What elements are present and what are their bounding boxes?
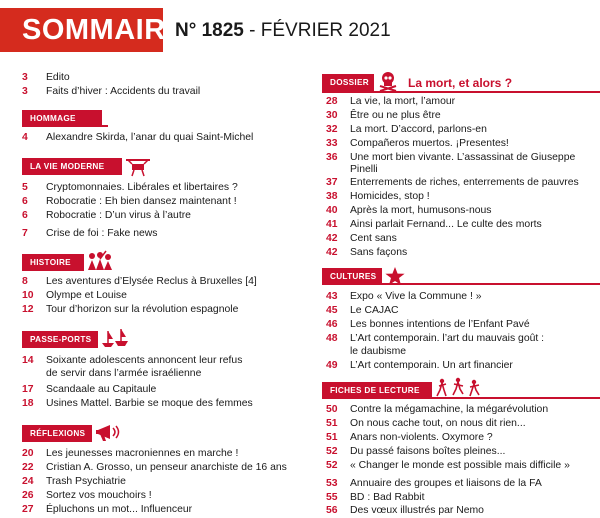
toc-entry-continuation[interactable] <box>22 368 201 380</box>
section-rule <box>382 283 600 285</box>
page-number: 3 <box>22 86 28 97</box>
toc-entry[interactable] <box>22 476 126 488</box>
section-rule <box>322 91 600 93</box>
page-number: 12 <box>22 304 34 315</box>
toc-entry[interactable] <box>22 276 257 288</box>
page-number: 40 <box>326 205 338 216</box>
entry-title-continuation: de servir dans l’armée israélienne <box>46 368 202 379</box>
entry-title: Les jeunesses macroniennes en marche ! <box>46 448 239 459</box>
entry-title: Épluchons un mot... Influenceur <box>46 504 193 515</box>
toc-entry[interactable] <box>22 290 127 302</box>
page-number: 6 <box>22 196 28 207</box>
toc-entry[interactable] <box>22 72 70 84</box>
section-tab-passe-ports: PASSE-PORTS <box>22 331 98 348</box>
entry-title: Les bonnes intentions de l’Enfant Pavé <box>350 319 530 330</box>
boats-icon <box>100 327 130 349</box>
entry-title: Homicides, stop ! <box>350 191 430 202</box>
toc-entry-continuation[interactable] <box>326 346 406 358</box>
entry-title: Sans façons <box>350 247 408 258</box>
entry-title: Ainsi parlait Fernand... Le culte des morts <box>350 219 542 230</box>
section-rule <box>102 125 108 127</box>
page-number: 38 <box>326 191 338 202</box>
page-number: 43 <box>326 291 338 302</box>
entry-title: Le CAJAC <box>350 305 399 316</box>
entry-title: Les aventures d’Elysée Reclus à Bruxelles [4] <box>46 276 257 287</box>
section-tab-hommage: HOMMAGE <box>22 110 102 127</box>
toc-entry[interactable] <box>22 504 192 516</box>
page-number: 7 <box>22 228 28 239</box>
entry-title: BD : Bad Rabbit <box>350 492 425 503</box>
page-number: 55 <box>326 492 338 503</box>
toc-entry[interactable] <box>326 333 544 345</box>
toc-entry[interactable] <box>326 492 425 504</box>
toc-entry[interactable] <box>326 404 548 416</box>
entry-title: Soixante adolescents annoncent leur refus <box>46 355 243 366</box>
toc-entry[interactable] <box>22 462 287 474</box>
entry-title: Après la mort, humusons-nous <box>350 205 492 216</box>
page-header <box>0 0 600 60</box>
page-number: 46 <box>326 319 338 330</box>
page-number: 18 <box>22 398 34 409</box>
entry-title: Robocratie : Eh bien dansez maintenant ! <box>46 196 237 207</box>
entry-title: L’Art contemporain. Un art financier <box>350 360 513 371</box>
toc-entry[interactable] <box>326 432 493 444</box>
page-number: 51 <box>326 418 338 429</box>
toc-entry[interactable] <box>22 86 200 98</box>
issue-info <box>175 20 391 42</box>
page-number: 50 <box>326 404 338 415</box>
toc-entry-continuation[interactable] <box>326 164 378 176</box>
entry-title: Une mort bien vivante. L’assassinat de Giuseppe <box>350 152 576 163</box>
toc-entry[interactable] <box>326 319 530 331</box>
toc-entry[interactable] <box>326 191 430 203</box>
page-number: 41 <box>326 219 338 230</box>
page-number: 6 <box>22 210 28 221</box>
page-number: 8 <box>22 276 28 287</box>
page-number: 28 <box>326 96 338 107</box>
skull-icon <box>376 70 400 92</box>
page-number: 42 <box>326 233 338 244</box>
entry-title: Edito <box>46 72 70 83</box>
page-number: 32 <box>326 124 338 135</box>
toc-entry[interactable] <box>22 228 157 240</box>
dossier-subtitle: La mort, et alors ? <box>408 76 513 90</box>
toc-entry[interactable] <box>326 446 505 458</box>
entry-title: Scandaale au Capitaule <box>46 384 157 395</box>
entry-title: L’Art contemporain. l’art du mauvais goût : <box>350 333 545 344</box>
entry-title: Contre la mégamachine, la mégarévolution <box>350 404 549 415</box>
toc-entry[interactable] <box>22 355 242 367</box>
page-number: 3 <box>22 72 28 83</box>
page-number: 37 <box>326 177 338 188</box>
entry-title: Compañeros muertos. ¡Presentes! <box>350 138 509 149</box>
toc-entry[interactable] <box>22 490 152 502</box>
entry-title: Usines Mattel. Barbie se moque des femmes <box>46 398 253 409</box>
entry-title: Sortez vos mouchoirs ! <box>46 490 152 501</box>
toc-entry[interactable] <box>326 505 484 517</box>
entry-title: Des vœux illustrés par Nemo <box>350 505 484 516</box>
entry-title: Anars non-violents. Oxymore ? <box>350 432 493 443</box>
entry-title: Faits d’hiver : Accidents du travail <box>46 86 201 97</box>
toc-entry[interactable] <box>326 219 542 231</box>
toc-entry[interactable] <box>326 233 397 245</box>
page-number: 52 <box>326 446 338 457</box>
page-number: 53 <box>326 478 338 489</box>
toc-entry[interactable] <box>326 305 399 317</box>
toc-entry[interactable] <box>326 205 492 217</box>
page-title: SOMMAIRE <box>22 14 186 46</box>
entry-title: Cryptomonnaies. Libérales et libertaires ? <box>46 182 238 193</box>
toc-entry[interactable] <box>326 110 441 122</box>
entry-title-continuation: Pinelli <box>350 164 378 175</box>
toc-entry[interactable] <box>326 418 526 430</box>
crowd-icon <box>86 250 114 272</box>
toc-entry[interactable] <box>22 304 238 316</box>
page-number-blank <box>326 346 350 358</box>
page-number: 4 <box>22 132 28 143</box>
toc-entry[interactable] <box>22 448 238 460</box>
page-number: 52 <box>326 460 338 471</box>
entry-title: On nous cache tout, on nous dit rien... <box>350 418 526 429</box>
page-number: 30 <box>326 110 338 121</box>
page-number: 5 <box>22 182 28 193</box>
entry-title: Olympe et Louise <box>46 290 127 301</box>
page-number: 20 <box>22 448 34 459</box>
entry-title: Expo « Vive la Commune ! » <box>350 291 482 302</box>
entry-title: « Changer le monde est possible mais difficile » <box>350 460 570 471</box>
page-number: 36 <box>326 152 338 163</box>
section-tab-histoire: HISTOIRE <box>22 254 84 271</box>
issue-date: FÉVRIER 2021 <box>260 20 391 41</box>
page-number: 22 <box>22 462 34 473</box>
page-number: 24 <box>22 476 34 487</box>
entry-title-continuation: le daubisme <box>350 346 407 357</box>
toc-entry[interactable] <box>326 478 542 490</box>
page-number: 51 <box>326 432 338 443</box>
toc-entry[interactable] <box>326 247 407 259</box>
toc-entry[interactable] <box>22 384 156 396</box>
page-number: 17 <box>22 384 34 395</box>
entry-title: Trash Psychiatrie <box>46 476 126 487</box>
entry-title: Cent sans <box>350 233 397 244</box>
drone-icon <box>124 156 152 178</box>
toc-entry[interactable] <box>326 124 487 136</box>
entry-title: Alexandre Skirda, l’anar du quai Saint-Michel <box>46 132 254 143</box>
page-number: 48 <box>326 333 338 344</box>
page-number: 10 <box>22 290 34 301</box>
entry-title: Du passé faisons boîtes pleines... <box>350 446 506 457</box>
section-tab-cultures: CULTURES <box>322 268 382 285</box>
entry-title: La vie, la mort, l’amour <box>350 96 456 107</box>
page-number: 49 <box>326 360 338 371</box>
section-rule <box>432 397 600 399</box>
entry-title: Annuaire des groupes et liaisons de la FA <box>350 478 542 489</box>
toc-entry[interactable] <box>22 182 238 194</box>
page-number: 27 <box>22 504 34 515</box>
entry-title: Cristian A. Grosso, un penseur anarchiste de 16 ans <box>46 462 287 473</box>
page-number-blank <box>326 164 350 176</box>
entry-title: Enterrements de riches, enterrements de pauvres <box>350 177 579 188</box>
page-number-blank <box>22 368 46 380</box>
section-tab-reflexions: RÉFLEXIONS <box>22 425 92 442</box>
entry-title: Tour d’horizon sur la révolution espagnole <box>46 304 239 315</box>
issue-separator: - <box>249 20 261 41</box>
page-number: 42 <box>326 247 338 258</box>
issue-number: N° 1825 <box>175 20 244 41</box>
entry-title: Être ou ne plus être <box>350 110 441 121</box>
toc-entry[interactable] <box>22 210 191 222</box>
page-number: 26 <box>22 490 34 501</box>
page-number: 56 <box>326 505 338 516</box>
entry-title: Robocratie : D’un virus à l’autre <box>46 210 191 221</box>
toc-entry[interactable] <box>326 138 509 150</box>
toc-entry[interactable] <box>326 360 513 372</box>
section-tab-dossier: DOSSIER <box>322 74 374 91</box>
toc-entry[interactable] <box>326 152 575 164</box>
toc-entry[interactable] <box>22 398 253 410</box>
section-tab-fiches-de-lecture: FICHES DE LECTURE <box>322 382 432 399</box>
toc-entry[interactable] <box>326 96 455 108</box>
toc-entry[interactable] <box>326 460 570 472</box>
toc-entry[interactable] <box>22 196 237 208</box>
page-number: 45 <box>326 305 338 316</box>
entry-title: La mort. D’accord, parlons-en <box>350 124 487 135</box>
toc-entry[interactable] <box>326 177 579 189</box>
dancers-icon <box>436 376 482 398</box>
page-number: 14 <box>22 355 34 366</box>
section-tab-la-vie-moderne: LA VIE MODERNE <box>22 158 122 175</box>
toc-entry[interactable] <box>326 291 482 303</box>
megaphone-icon <box>94 422 122 444</box>
entry-title: Crise de foi : Fake news <box>46 228 158 239</box>
toc-entry[interactable] <box>22 132 253 144</box>
page-number: 33 <box>326 138 338 149</box>
